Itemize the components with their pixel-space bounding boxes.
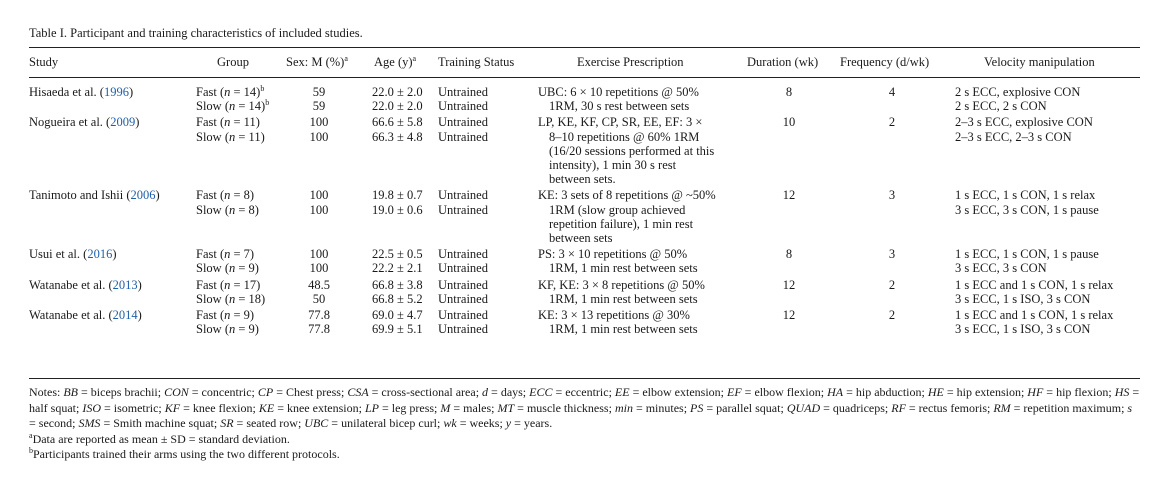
velocity-value: 1 s ECC, 1 s CON, 1 s relax: [955, 188, 1096, 203]
sex-value: 77.8: [308, 307, 330, 322]
abbreviation: CP: [257, 385, 274, 399]
header-sex: [286, 55, 348, 70]
abbreviation: s: [1127, 400, 1133, 415]
sex-value: 59: [312, 99, 326, 114]
abbreviation-definition: = Chest press;: [273, 385, 348, 399]
table-notes: [29, 385, 1140, 463]
header-velocity: Velocity manipulation: [984, 55, 1095, 69]
age-value: 69.9 ± 5.1: [372, 322, 423, 337]
velocity-cell: [955, 278, 1113, 306]
age-value: 19.0 ± 0.6: [372, 202, 423, 217]
status-value: Untrained: [438, 277, 488, 292]
study-year-link: 2014: [112, 307, 138, 322]
age-value: 22.5 ± 0.5: [372, 247, 423, 262]
abbreviation: CSA: [347, 385, 369, 399]
abbreviation-definition: = minutes;: [632, 400, 691, 415]
exercise-prescription-cell: [538, 247, 752, 275]
abbreviation-definition: = isometric;: [101, 400, 165, 415]
abbreviation: min: [614, 400, 633, 415]
prescription-line: (16/20 sessions performed at this: [549, 143, 715, 158]
abbreviation: ECC: [529, 385, 553, 399]
status-value: Untrained: [438, 188, 488, 203]
n-symbol: n: [224, 307, 231, 322]
abbreviation-definition: = unilateral bicep curl;: [328, 416, 444, 431]
velocity-cell: [955, 85, 1080, 113]
group-label: Slow (n = 9): [196, 322, 259, 337]
velocity-cell: [955, 115, 1093, 143]
group-line: [196, 247, 259, 261]
footnote-b: [29, 447, 1140, 463]
age-cell: [372, 247, 423, 275]
group-cell: [196, 308, 259, 336]
footnote-b-text: Participants trained their arms using the two different protocols.: [33, 447, 340, 462]
velocity-value: 1 s ECC and 1 s CON, 1 s relax: [955, 277, 1114, 292]
status-value: Untrained: [438, 261, 488, 276]
abbreviation-definition: = cross-sectional area;: [368, 385, 483, 399]
abbreviation-definition: = hip extension;: [943, 385, 1028, 399]
age-value: 22.0 ± 2.0: [372, 85, 423, 99]
header-age-label: Age (y): [374, 55, 413, 69]
abbreviation-definition: = hip abduction;: [843, 385, 928, 399]
table-body: [29, 85, 1140, 338]
abbreviation-definition: = muscle thickness;: [514, 400, 615, 415]
prescription-line: UBC: 6 × 10 repetitions @ 50%: [538, 85, 699, 99]
study-row: [29, 308, 1140, 338]
duration-cell: 12: [782, 277, 796, 292]
study-year-link: 2016: [87, 247, 113, 262]
notes-label: Notes:: [29, 385, 64, 399]
exercise-prescription-cell: [538, 115, 752, 186]
header-group: Group: [217, 55, 249, 69]
group-line: [196, 115, 265, 129]
frequency-cell: 2: [888, 115, 896, 130]
age-cell: [372, 188, 423, 216]
n-symbol: n: [229, 202, 236, 217]
abbreviation-definition: = repetition maximum;: [1010, 400, 1128, 415]
abbreviation-definition: = elbow flexion;: [741, 385, 828, 399]
sex-cell: [288, 188, 350, 216]
abbreviation-definition: = hip flexion;: [1043, 385, 1115, 399]
age-cell: [372, 85, 423, 113]
prescription-line: 1RM (slow group achieved: [549, 202, 686, 217]
header-study: Study: [29, 55, 59, 69]
header-rule: [29, 77, 1140, 78]
duration-cell: 12: [782, 307, 796, 322]
training-status-cell: [438, 308, 488, 336]
abbreviation: EE: [614, 385, 630, 399]
header-frequency: Frequency (d/wk): [840, 55, 930, 69]
frequency-cell: 2: [888, 277, 896, 292]
study-year-link: 2013: [112, 277, 138, 292]
status-value: Untrained: [438, 129, 488, 144]
group-label: Fast (n = 9): [196, 307, 255, 322]
footnote-b-mark: b: [29, 446, 33, 456]
prescription-line: 1RM, 1 min rest between sets: [549, 291, 698, 306]
group-line: [196, 85, 269, 99]
study-name: Watanabe et al. (2014): [29, 307, 142, 322]
age-cell: [372, 115, 423, 143]
group-label: Fast (n = 8): [196, 188, 255, 203]
study-row: [29, 247, 1140, 277]
abbreviation: KF: [164, 400, 181, 415]
age-value: 69.0 ± 4.7: [372, 307, 423, 322]
n-symbol: n: [229, 129, 236, 144]
velocity-value: 2–3 s ECC, explosive CON: [955, 115, 1093, 130]
footnote-a-mark: a: [29, 430, 33, 440]
abbreviation: HE: [927, 385, 944, 399]
sex-value: 100: [309, 188, 329, 203]
exercise-prescription-cell: [538, 188, 752, 245]
abbreviation: LP: [364, 400, 379, 415]
abbreviation-definition: = males;: [450, 400, 498, 415]
sex-value: 100: [309, 247, 329, 262]
n-symbol: n: [224, 277, 231, 292]
velocity-cell: [955, 308, 1113, 336]
group-line: [196, 99, 269, 113]
table-header-row: [29, 53, 1140, 73]
group-label: Fast (n = 14)$^b$: [196, 84, 265, 99]
study-name: Tanimoto and Ishii (2006): [29, 188, 160, 203]
abbreviation-definition: = biceps brachii;: [78, 385, 165, 399]
group-cell: [196, 115, 265, 143]
training-status-cell: [438, 188, 488, 216]
training-status-cell: [438, 85, 488, 113]
frequency-cell: 3: [888, 247, 896, 262]
study-year-link: 2006: [130, 188, 156, 203]
velocity-cell: [955, 247, 1099, 275]
header-training-status: Training Status: [438, 55, 515, 69]
abbreviations-note: [29, 385, 1140, 432]
age-cell: [372, 308, 423, 336]
group-line: [196, 188, 259, 202]
velocity-value: 1 s ECC and 1 s CON, 1 s relax: [955, 307, 1114, 322]
study-row: [29, 278, 1140, 308]
prescription-line: KE: 3 sets of 8 repetitions @ ~50%: [538, 188, 716, 203]
abbreviation-definition: = knee flexion;: [180, 400, 259, 415]
abbreviation: M: [440, 400, 451, 415]
group-cell: [196, 278, 265, 306]
abbreviation-definition: = leg press;: [378, 400, 441, 415]
age-value: 66.8 ± 3.8: [372, 277, 423, 292]
header-age-footnote-mark: a: [412, 54, 417, 63]
abbreviation-definition: = knee extension;: [274, 400, 365, 415]
prescription-line: 1RM, 1 min rest between sets: [549, 322, 698, 337]
study-name: Usui et al. (2016): [29, 247, 117, 262]
sex-value: 50: [312, 291, 326, 306]
abbreviation: y: [505, 416, 512, 431]
velocity-value: 3 s ECC, 1 s ISO, 3 s CON: [955, 322, 1091, 337]
frequency-cell: 4: [888, 85, 896, 99]
abbreviation-definition: = weeks;: [456, 416, 506, 431]
footnote-a-text: Data are reported as mean ± SD = standard deviation.: [32, 431, 290, 446]
group-label: Fast (n = 7): [196, 247, 255, 262]
prescription-line: LP, KE, KF, CP, SR, EE, EF: 3 ×: [538, 115, 703, 130]
velocity-value: 3 s ECC, 3 s CON: [955, 261, 1047, 276]
n-symbol: n: [224, 115, 231, 130]
group-label: Slow (n = 14)$^b$: [196, 98, 270, 114]
abbreviation-definition: = parallel squat;: [703, 400, 787, 415]
status-value: Untrained: [438, 322, 488, 337]
footnote-mark: b: [260, 84, 265, 93]
abbreviation: PS: [690, 400, 704, 415]
prescription-line: between sets.: [549, 172, 616, 187]
n-symbol: n: [229, 261, 236, 276]
abbreviation-definition: = elbow extension;: [629, 385, 727, 399]
group-label: Slow (n = 18): [196, 291, 266, 306]
abbreviation: BB: [63, 385, 79, 399]
frequency-cell: 2: [888, 307, 896, 322]
status-value: Untrained: [438, 99, 488, 114]
training-status-cell: [438, 115, 488, 143]
sex-value: 77.8: [308, 322, 330, 337]
status-value: Untrained: [438, 115, 488, 130]
prescription-line: intensity), 1 min 30 s rest: [549, 158, 677, 172]
sex-cell: [288, 85, 350, 113]
training-status-cell: [438, 278, 488, 306]
sex-value: 100: [309, 202, 329, 217]
sex-value: 59: [312, 85, 326, 99]
training-status-cell: [438, 247, 488, 275]
header-age: [374, 55, 416, 70]
group-cell: [196, 188, 259, 216]
sex-cell: [288, 115, 350, 143]
group-line: [196, 322, 259, 336]
status-value: Untrained: [438, 291, 488, 306]
sex-value: 100: [309, 261, 329, 276]
abbreviation: HF: [1027, 385, 1044, 399]
abbreviation-definition: = days;: [488, 385, 530, 399]
velocity-cell: [955, 188, 1099, 216]
n-symbol: n: [229, 99, 236, 114]
prescription-line: between sets: [549, 231, 613, 245]
group-line: [196, 261, 259, 275]
abbreviation-definition: = quadriceps;: [820, 400, 892, 415]
abbreviation-definition: = half squat;: [29, 385, 1140, 415]
top-rule: [29, 47, 1140, 48]
age-value: 66.8 ± 5.2: [372, 291, 423, 306]
abbreviation-definition: = seated row;: [233, 416, 305, 431]
frequency-cell: 3: [888, 188, 896, 203]
exercise-prescription-cell: [538, 85, 752, 113]
group-line: [196, 130, 265, 144]
header-sex-label: Sex: M (%): [286, 55, 345, 69]
group-label: Slow (n = 9): [196, 261, 259, 276]
abbreviation: SR: [220, 416, 234, 431]
velocity-value: 2 s ECC, explosive CON: [955, 85, 1081, 99]
group-cell: [196, 247, 259, 275]
prescription-line: PS: 3 × 10 repetitions @ 50%: [538, 247, 688, 262]
abbreviation: RM: [993, 400, 1011, 415]
group-label: Fast (n = 11): [196, 115, 260, 130]
age-value: 66.6 ± 5.8: [372, 115, 423, 130]
abbreviation: QUAD: [786, 400, 821, 415]
age-value: 66.3 ± 4.8: [372, 129, 423, 144]
abbreviation-definition: = second;: [29, 416, 79, 431]
status-value: Untrained: [438, 202, 488, 217]
prescription-line: KE: 3 × 13 repetitions @ 30%: [538, 307, 690, 322]
sex-cell: [288, 308, 350, 336]
abbreviation: CON: [164, 385, 189, 399]
abbreviation: KE: [258, 400, 275, 415]
status-value: Untrained: [438, 307, 488, 322]
prescription-line: 1RM, 30 s rest between sets: [549, 99, 690, 114]
group-label: Fast (n = 17): [196, 277, 261, 292]
n-symbol: n: [229, 322, 236, 337]
study-row: [29, 188, 1140, 247]
study-name: Nogueira et al. (2009): [29, 115, 140, 130]
header-sex-footnote-mark: a: [344, 54, 348, 63]
abbreviation: d: [482, 385, 489, 399]
velocity-value: 2 s ECC, 2 s CON: [955, 99, 1047, 114]
bottom-rule: [29, 378, 1140, 379]
duration-cell: 12: [782, 188, 796, 203]
duration-cell: 8: [785, 85, 793, 99]
abbreviation: HA: [827, 385, 844, 399]
abbreviation: SMS: [78, 416, 101, 431]
status-value: Untrained: [438, 85, 488, 99]
exercise-prescription-cell: [538, 278, 752, 306]
study-name: Watanabe et al. (2013): [29, 277, 142, 292]
group-line: [196, 292, 265, 306]
group-line: [196, 203, 259, 217]
group-label: Slow (n = 8): [196, 202, 259, 217]
n-symbol: n: [229, 291, 236, 306]
study-row: [29, 85, 1140, 115]
table-caption: Table I. Participant and training characteristics of included studies.: [29, 26, 363, 40]
abbreviation-definition: = Smith machine squat;: [100, 416, 221, 431]
duration-cell: 8: [785, 247, 793, 262]
sex-value: 100: [309, 115, 329, 130]
footnote-mark: b: [265, 98, 270, 108]
exercise-prescription-cell: [538, 308, 752, 336]
group-label: Slow (n = 11): [196, 129, 265, 144]
n-symbol: n: [224, 188, 231, 203]
n-symbol: n: [224, 247, 231, 262]
abbreviation: RF: [891, 400, 906, 415]
velocity-value: 3 s ECC, 3 s CON, 1 s pause: [955, 202, 1099, 217]
age-cell: [372, 278, 423, 306]
age-value: 19.8 ± 0.7: [372, 188, 423, 203]
header-exercise-prescription: Exercise Prescription: [577, 55, 684, 69]
abbreviation: wk: [443, 416, 457, 431]
velocity-value: 3 s ECC, 1 s ISO, 3 s CON: [955, 291, 1091, 306]
age-value: 22.2 ± 2.1: [372, 261, 423, 276]
prescription-line: KF, KE: 3 × 8 repetitions @ 50%: [538, 277, 705, 292]
characteristics-table: [29, 53, 1140, 337]
prescription-line: repetition failure), 1 min rest: [549, 216, 694, 231]
abbreviation: ISO: [82, 400, 101, 415]
sex-value: 48.5: [308, 277, 330, 292]
velocity-value: 1 s ECC, 1 s CON, 1 s pause: [955, 247, 1099, 262]
velocity-value: 2–3 s ECC, 2–3 s CON: [955, 129, 1072, 144]
prescription-line: 8–10 repetitions @ 60% 1RM: [549, 129, 700, 144]
abbreviation: EF: [727, 385, 742, 399]
abbreviation-definition: = years.: [511, 416, 553, 431]
group-line: [196, 308, 259, 322]
group-cell: [196, 85, 269, 113]
sex-cell: [288, 278, 350, 306]
abbreviation-definition: = rectus femoris;: [905, 400, 994, 415]
abbreviation: HS: [1114, 385, 1130, 399]
study-year-link: 2009: [110, 115, 136, 130]
header-duration: Duration (wk): [747, 55, 819, 69]
sex-value: 100: [309, 129, 329, 144]
n-symbol: n: [224, 85, 231, 99]
abbreviation: MT: [497, 400, 515, 415]
abbreviation-definition: = concentric;: [188, 385, 258, 399]
status-value: Untrained: [438, 247, 488, 262]
study-name: Hisaeda et al. (1996): [29, 85, 134, 99]
prescription-line: 1RM, 1 min rest between sets: [549, 261, 698, 276]
abbreviation: UBC: [304, 416, 329, 431]
group-line: [196, 278, 265, 292]
abbreviation-definition: = eccentric;: [552, 385, 615, 399]
study-row: [29, 115, 1140, 188]
age-value: 22.0 ± 2.0: [372, 99, 423, 114]
sex-cell: [288, 247, 350, 275]
footnote-a: [29, 432, 1140, 448]
study-year-link: 1996: [103, 85, 129, 99]
duration-cell: 10: [782, 115, 796, 130]
